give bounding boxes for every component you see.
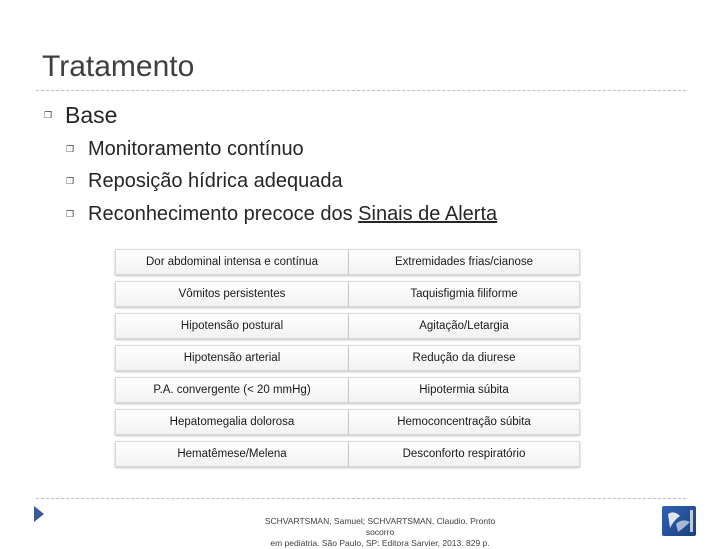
footer-divider bbox=[36, 498, 686, 499]
bullet-icon: ❒ bbox=[66, 210, 75, 220]
table-row bbox=[115, 377, 580, 403]
bullet-monitoring: Monitoramento contínuo bbox=[88, 138, 304, 160]
citation-line-1: SCHVARTSMAN, Samuel; SCHVARTSMAN, Claudio. Pronto socorro bbox=[264, 516, 496, 537]
table-row bbox=[115, 409, 580, 435]
bullet-warning-signs bbox=[88, 203, 497, 226]
table-cell: Hipotensão postural bbox=[115, 313, 349, 339]
table-cell: Redução da diurese bbox=[349, 345, 580, 371]
next-slide-arrow-icon[interactable] bbox=[34, 506, 44, 522]
title-divider bbox=[36, 90, 686, 91]
table-cell: Extremidades frias/cianose bbox=[349, 249, 580, 275]
table-cell: Hipotermia súbita bbox=[349, 377, 580, 403]
bullet-warning-prefix: Reconhecimento precoce dos bbox=[88, 203, 359, 225]
table-row bbox=[115, 345, 580, 371]
bullet-base: Base bbox=[65, 102, 118, 128]
table-row bbox=[115, 281, 580, 307]
table-row bbox=[115, 313, 580, 339]
table-cell: Desconforto respiratório bbox=[349, 441, 580, 467]
slide-title: Tratamento bbox=[42, 50, 195, 83]
table-cell: Dor abdominal intensa e contínua bbox=[115, 249, 349, 275]
table-cell: Hipotensão arterial bbox=[115, 345, 349, 371]
table-cell: Hepatomegalia dolorosa bbox=[115, 409, 349, 435]
bullet-hydration: Reposição hídrica adequada bbox=[88, 170, 343, 192]
table-row bbox=[115, 441, 580, 467]
ucb-logo-icon bbox=[662, 506, 696, 536]
bullet-icon: ❒ bbox=[66, 177, 75, 187]
table-cell: P.A. convergente (< 20 mmHg) bbox=[115, 377, 349, 403]
table-cell: Vômitos persistentes bbox=[115, 281, 349, 307]
table-cell: Agitação/Letargia bbox=[349, 313, 580, 339]
bullet-icon: ❒ bbox=[44, 111, 53, 121]
citation-line-2: em pediatria. São Paulo, SP: Editora Sarvier, 2013. 829 p. bbox=[270, 538, 490, 548]
warning-signs-table bbox=[115, 243, 580, 473]
table-cell: Hematêmese/Melena bbox=[115, 441, 349, 467]
bullet-icon: ❒ bbox=[66, 145, 75, 155]
table-row bbox=[115, 249, 580, 275]
citation bbox=[250, 516, 510, 549]
table-cell: Hemoconcentração súbita bbox=[349, 409, 580, 435]
table-cell: Taquisfigmia filiforme bbox=[349, 281, 580, 307]
warning-signs-link: Sinais de Alerta bbox=[358, 203, 498, 225]
